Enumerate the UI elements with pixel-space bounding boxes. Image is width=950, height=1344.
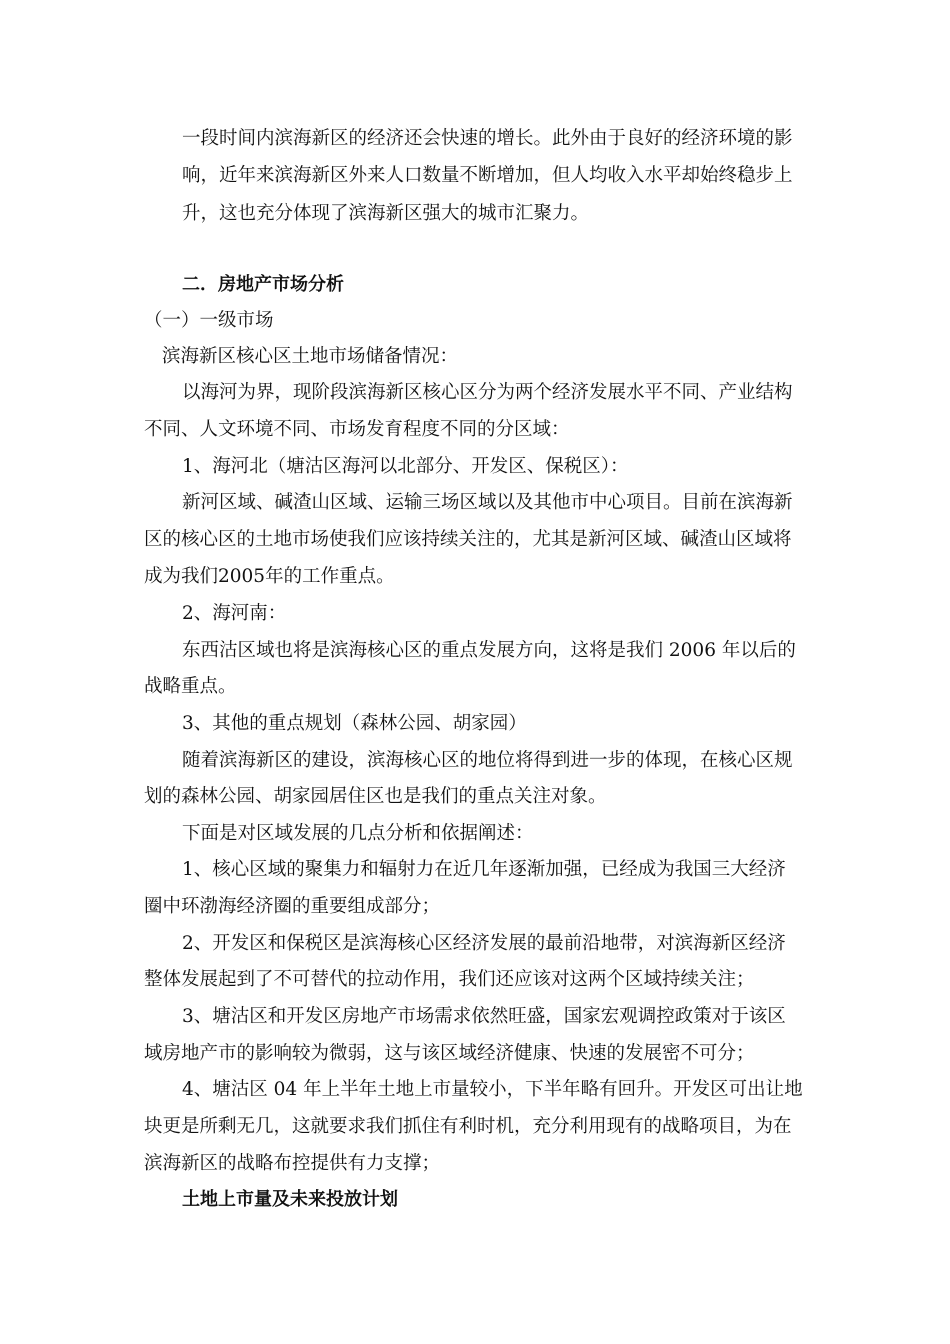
analysis-p3-line-2: 域房地产市的影响较为微弱，这与该区域经济健康、快速的发展密不可分； xyxy=(144,1043,755,1064)
analysis-p4-line-2: 块更是所剩无几，这就要求我们抓住有利时机，充分利用现有的战略项目，为在 xyxy=(144,1116,792,1137)
analysis-p2-line-1: 2、开发区和保税区是滨海核心区经济发展的最前沿地带，对滨海新区经济 xyxy=(182,933,786,954)
division-line-1: 以海河为界，现阶段滨海新区核心区分为两个经济发展水平不同、产业结构 xyxy=(182,382,793,403)
analysis-p2-line-2: 整体发展起到了不可替代的拉动作用，我们还应该对这两个区域持续关注； xyxy=(144,969,755,990)
analysis-intro: 下面是对区域发展的几点分析和依据阐述： xyxy=(182,823,534,844)
item1-title: 1、海河北（塘沽区海河以北部分、开发区、保税区）： xyxy=(182,456,629,477)
analysis-p1-line-2: 圈中环渤海经济圈的重要组成部分； xyxy=(144,896,441,917)
bottom-heading: 土地上市量及未来投放计划 xyxy=(182,1189,398,1210)
analysis-p3-line-1: 3、塘沽区和开发区房地产市场需求依然旺盛，国家宏观调控政策对于该区 xyxy=(182,1006,786,1027)
item2-line-1: 东西沽区域也将是滨海核心区的重点发展方向，这将是我们 2006 年以后的 xyxy=(182,640,796,661)
intro-line-2: 响，近年来滨海新区外来人口数量不断增加，但人均收入水平却始终稳步上 xyxy=(182,165,793,186)
intro-line-1: 一段时间内滨海新区的经济还会快速的增长。此外由于良好的经济环境的影 xyxy=(182,128,793,149)
item2-title: 2、海河南： xyxy=(182,603,287,624)
subsection-heading: （一）一级市场 xyxy=(144,310,274,331)
item2-line-2: 战略重点。 xyxy=(144,676,237,697)
analysis-p4-line-1: 4、塘沽区 04 年上半年土地上市量较小，下半年略有回升。开发区可出让地 xyxy=(182,1079,803,1100)
land-reserve-title: 滨海新区核心区土地市场储备情况： xyxy=(162,346,459,367)
item1-line-1: 新河区域、碱渣山区域、运输三场区域以及其他市中心项目。目前在滨海新 xyxy=(182,492,793,513)
section-heading: 二．房地产市场分析 xyxy=(182,274,344,295)
intro-line-3: 升，这也充分体现了滨海新区强大的城市汇聚力。 xyxy=(182,203,590,224)
division-line-2: 不同、人文环境不同、市场发育程度不同的分区域： xyxy=(144,419,570,440)
item1-line-2: 区的核心区的土地市场使我们应该持续关注的，尤其是新河区域、碱渣山区域将 xyxy=(144,529,792,550)
analysis-p1-line-1: 1、核心区域的聚集力和辐射力在近几年逐渐加强，已经成为我国三大经济 xyxy=(182,859,786,880)
item3-line-1: 随着滨海新区的建设，滨海核心区的地位将得到进一步的体现，在核心区规 xyxy=(182,750,793,771)
analysis-p4-line-3: 滨海新区的战略布控提供有力支撑； xyxy=(144,1153,441,1174)
item3-line-2: 划的森林公园、胡家园居住区也是我们的重点关注对象。 xyxy=(144,786,607,807)
item3-title: 3、其他的重点规划（森林公园、胡家园） xyxy=(182,713,527,734)
item1-line-3: 成为我们2005年的工作重点。 xyxy=(144,566,395,587)
